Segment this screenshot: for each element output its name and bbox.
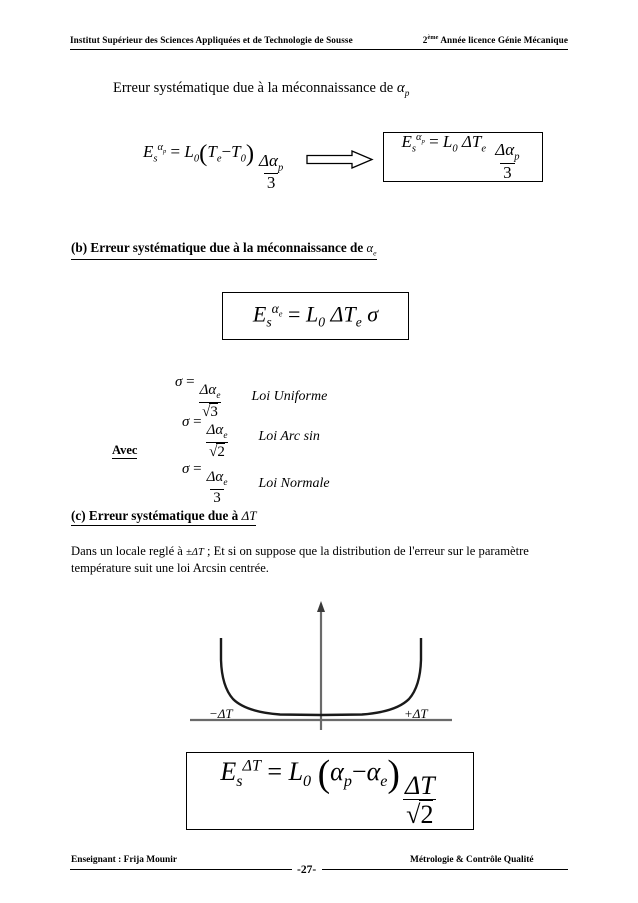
header-divider: [70, 49, 568, 50]
eq2-E-sub: s: [266, 314, 272, 330]
eq3-L: L: [288, 757, 304, 787]
footer-divider-right: [322, 869, 568, 870]
header-institution: Institut Supérieur des Sciences Appliquées et de Technologie de Sousse: [70, 35, 353, 46]
sigma-row-formula: [182, 414, 232, 460]
sigma-law-label: Loi Normale: [258, 475, 330, 491]
footer-subject: Métrologie & Contrôle Qualité: [410, 855, 534, 865]
eq1-frac-delta-alpha: Δα: [259, 150, 278, 170]
eq3-frac-den-value: 2: [420, 800, 434, 830]
heading-b-alpha-sub: e: [373, 248, 377, 258]
sigma-symbol: σ: [182, 461, 190, 477]
intro-line-text: Erreur systématique due à la méconnaissance de: [113, 80, 394, 96]
body-paragraph: [71, 543, 568, 576]
eq1b-equals: =: [429, 131, 439, 151]
sqrt-icon: √: [209, 443, 218, 460]
eq2-alpha: α: [271, 301, 279, 317]
eq3-equals: =: [267, 757, 283, 787]
eq1-E-sub: s: [153, 153, 158, 165]
eq1b-frac-delta-alpha: Δα: [495, 140, 515, 160]
eq3-fraction: [402, 772, 438, 830]
sigma-frac-den: [206, 442, 228, 461]
eq1-equals: =: [170, 142, 181, 162]
eq2-sigma: σ: [367, 301, 379, 327]
eq3-paren-open: (: [317, 753, 331, 796]
eq2-equals: =: [288, 301, 301, 327]
sigma-row: [182, 414, 320, 460]
paragraph-symbol: ±ΔT: [186, 547, 204, 558]
heading-b-alpha: α: [366, 241, 374, 255]
eq1-frac-num: [256, 152, 286, 173]
eq1-frac-delta-sub: p: [277, 162, 284, 174]
sigma-fraction: [204, 423, 231, 460]
eq1b-frac-num: [492, 141, 522, 162]
eq1-L: L: [184, 142, 194, 162]
eq1b-deltaT: ΔT: [461, 131, 482, 151]
eq1-Te: T: [207, 142, 217, 162]
sigma-row-formula: [182, 461, 232, 506]
sigma-delta-sub: e: [216, 390, 221, 401]
header-course-ordinal: ème: [427, 34, 439, 41]
eq1-paren-open: (: [199, 140, 208, 167]
eq1-L-sub: 0: [193, 153, 200, 165]
sqrt-icon: √: [202, 403, 211, 420]
eq1b-L-sub: 0: [452, 142, 458, 154]
equation-3-boxed-content: [220, 752, 439, 829]
eq1-T0: T: [231, 142, 241, 162]
sigma-frac-num: [204, 423, 231, 442]
eq1-T0-sub: 0: [240, 153, 246, 165]
equation-1-boxed-content: [402, 132, 525, 183]
eq3-L-sub: 0: [303, 773, 312, 791]
equation-1-boxed: [383, 132, 543, 182]
paragraph-part-1: Dans un locale reglé à: [71, 544, 187, 558]
sigma-symbol: σ: [175, 374, 183, 390]
sigma-law-label: Loi Arc sin: [258, 429, 320, 445]
eq3-alpha-p-sub: p: [343, 773, 352, 791]
intro-line-symbol: [396, 80, 410, 99]
eq1b-alpha-sub: p: [421, 137, 425, 145]
eq1-Te-sub: e: [216, 153, 222, 165]
equation-3-boxed: [186, 752, 474, 830]
equation-1: [143, 140, 288, 193]
eq3-alpha-e: α: [366, 757, 381, 787]
header-course-number: 2: [422, 35, 428, 46]
equation-2-boxed: [222, 292, 409, 340]
eq1-minus: −: [221, 142, 232, 162]
sigma-frac-num: [197, 383, 224, 402]
plot-label-left: −ΔT: [209, 706, 233, 721]
eq3-minus: −: [351, 757, 367, 787]
eq2-L-sub: 0: [318, 314, 326, 330]
eq3-alpha-p: α: [330, 757, 344, 787]
eq1b-E: E: [401, 131, 412, 151]
intro-alpha: α: [396, 80, 405, 96]
eq3-paren-close: ): [387, 753, 400, 796]
sigma-den-value: 3: [210, 403, 218, 420]
sigma-den-value: 2: [217, 443, 225, 460]
eq1-frac-den: 3: [264, 173, 279, 193]
header-course-rest: Année licence Génie Mécanique: [438, 35, 568, 46]
sigma-den-value: 3: [210, 489, 224, 507]
plot-label-right: +ΔT: [404, 706, 428, 721]
paragraph-part-2: ; Et si on suppose que la distribution de l'erreur sur le paramètre température suit une loi Arcsin centrée.: [71, 544, 529, 575]
eq3-E-sub: s: [236, 773, 243, 791]
eq1b-E-sup: [416, 132, 425, 143]
eq2-L: L: [305, 301, 319, 327]
eq2-deltaT-sub: e: [355, 314, 362, 330]
eq3-alpha-e-sub: e: [380, 773, 388, 791]
sigma-delta-alpha: Δα: [199, 381, 217, 398]
eq1b-E-sub: s: [411, 142, 417, 154]
eq2-E: E: [252, 301, 267, 327]
page-header: [70, 34, 568, 45]
heading-b-symbol: [366, 241, 377, 258]
header-course: [423, 34, 568, 45]
sqrt-icon: √: [406, 800, 421, 830]
sigma-equals: =: [193, 461, 202, 477]
sigma-delta-sub: e: [223, 430, 228, 441]
eq1-paren-close: ): [245, 140, 255, 167]
eq1b-frac-den: 3: [500, 163, 515, 183]
eq3-E-sup: ΔT: [242, 757, 261, 775]
eq1-E: E: [143, 142, 154, 162]
sigma-frac-num: [204, 470, 231, 489]
heading-section-c: [71, 508, 256, 526]
eq3-frac-num: ΔT: [404, 770, 435, 800]
intro-alpha-sub: p: [404, 89, 410, 99]
footer-teacher: Enseignant : Frija Mounir: [71, 855, 177, 865]
page-number: -27-: [297, 864, 317, 876]
eq1-fraction: [256, 152, 286, 193]
sigma-symbol: σ: [182, 414, 190, 430]
eq1b-L: L: [442, 131, 453, 151]
intro-line: [113, 80, 409, 99]
eq3-frac-den: [403, 799, 436, 830]
sigma-equals: =: [186, 374, 195, 390]
heading-c-symbol: ΔT: [241, 508, 257, 523]
eq1-alpha: α: [157, 142, 164, 154]
sigma-delta-alpha: Δα: [206, 421, 224, 438]
heading-c-text: (c) Erreur systématique due à: [71, 508, 239, 523]
sigma-row: [182, 461, 330, 506]
heading-section-b: [71, 240, 377, 260]
eq1b-fraction: [492, 141, 522, 182]
sigma-fraction: [204, 470, 231, 506]
avec-label: Avec: [112, 443, 138, 457]
eq1b-alpha: α: [416, 131, 422, 143]
heading-b-text: (b) Erreur systématique due à la méconnaissance de: [71, 240, 364, 255]
eq2-deltaT: ΔT: [330, 301, 356, 327]
eq1b-frac-delta-sub: p: [514, 151, 520, 163]
eq2-E-sup: [271, 301, 283, 319]
eq1-E-sup: [157, 142, 167, 156]
footer-divider-left: [70, 869, 292, 870]
sigma-delta-sub: e: [223, 477, 228, 488]
equation-2-boxed-content: [253, 301, 378, 331]
sigma-law-label: Loi Uniforme: [251, 389, 328, 405]
implies-arrow-icon: [306, 150, 374, 169]
sigma-delta-alpha: Δα: [206, 468, 224, 485]
eq1b-deltaT-sub: e: [481, 142, 487, 154]
eq1-alpha-sub: p: [163, 148, 167, 156]
plot-y-axis-arrowhead: [317, 601, 325, 612]
sigma-equals: =: [193, 414, 202, 430]
eq3-E: E: [220, 757, 237, 787]
eq2-alpha-sub: e: [278, 308, 283, 319]
